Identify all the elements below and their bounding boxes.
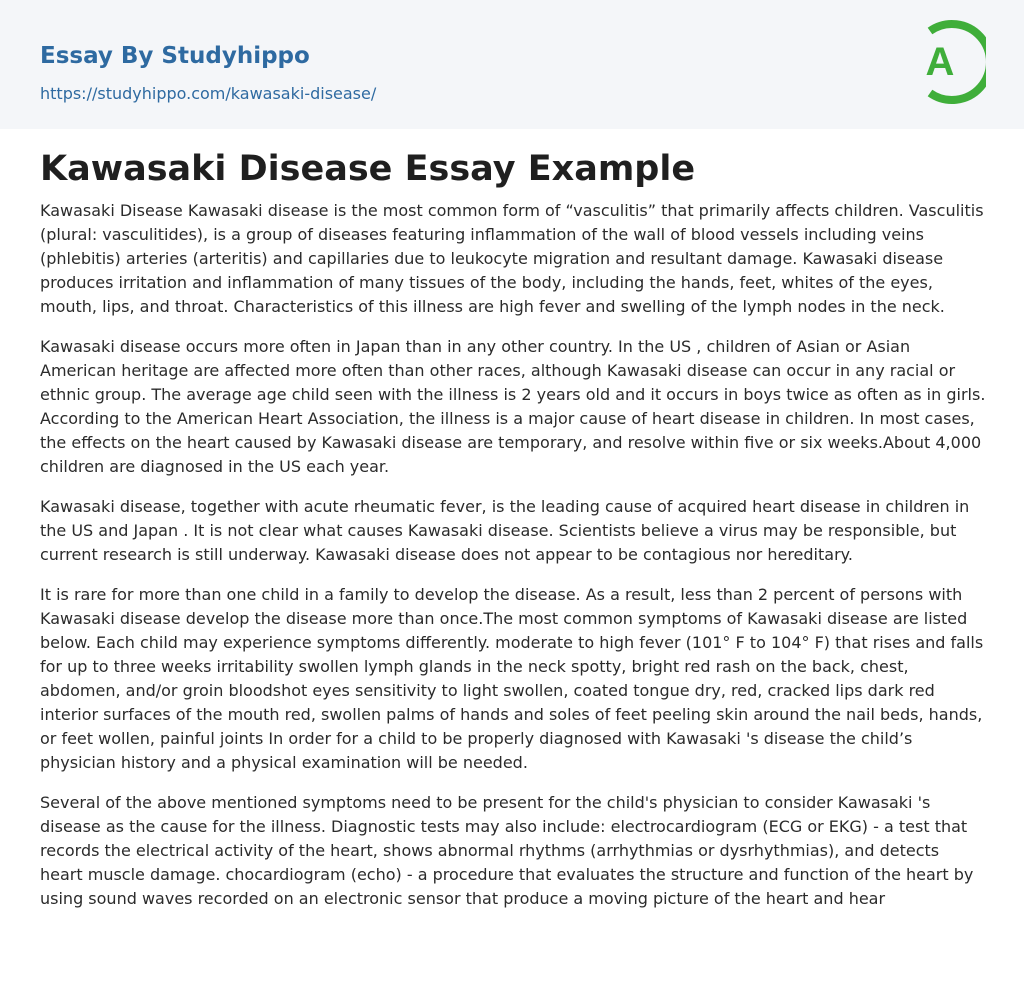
logo-letter: A [925, 40, 955, 84]
brand-title[interactable]: Essay By Studyhippo [40, 43, 310, 69]
article-paragraph-1: Kawasaki Disease Kawasaki disease is the most common form of “vasculitis” that primarily affects children. Vasculitis (plural: vasculitides), is a group of diseases featuring inflammation of the wall of blood vessels including veins (phlebitis) arteries (arteritis) and capillaries due to leukocyte migration and resultant damage. Kawasaki disease produces irritation and inflammation of many tissues of the body, including the hands, feet, whites of the eyes, mouth, lips, and throat. Characteristics of this illness are high fever and swelling of the lymph nodes in the neck. [40, 201, 984, 316]
article-paragraph-2: Kawasaki disease occurs more often in Japan than in any other country. In the US , children of Asian or Asian American heritage are affected more often than other races, although Kawasaki disease can occur in any racial or ethnic group. The average age child seen with the illness is 2 years old and it occurs in boys twice as often as in girls. According to the American Heart Association, the illness is a major cause of heart disease in children. In most cases, the effects on the heart caused by Kawasaki disease are temporary, and resolve within five or six weeks.About 4,000 children are diagnosed in the US each year. [40, 337, 986, 476]
article-paragraph-3: Kawasaki disease, together with acute rheumatic fever, is the leading cause of acquired heart disease in children in the US and Japan . It is not clear what causes Kawasaki disease. Scientists believe a virus may be responsible, but current research is still underway. Kawasaki disease does not appear to be contagious nor hereditary. [40, 497, 970, 564]
article [40, 129, 986, 927]
article-paragraph-4: It is rare for more than one child in a family to develop the disease. As a result, less than 2 percent of persons with Kawasaki disease develop the disease more than once.The most common symptoms of Kawasaki disease are listed below. Each child may experience symptoms differently. moderate to high fever (101° F to 104° F) that rises and falls for up to three weeks irritability swollen lymph glands in the neck spotty, bright red rash on the back, chest, abdomen, and/or groin bloodshot eyes sensitivity to light swollen, coated tongue dry, red, cracked lips dark red interior surfaces of the mouth red, swollen palms of hands and soles of feet peeling skin around the nail beds, hands, or feet wollen, painful joints In order for a child to be properly diagnosed with Kawasaki 's disease the child’s physician history and a physical examination will be needed. [40, 585, 984, 772]
article-paragraph-5: Several of the above mentioned symptoms need to be present for the child's physician to consider Kawasaki 's disease as the cause for the illness. Diagnostic tests may also include: electrocardiogram (ECG or EKG) - a test that records the electrical activity of the heart, shows abnormal rhythms (arrhythmias or dysrhythmias), and detects heart muscle damage. chocardiogram (echo) - a procedure that evaluates the structure and function of the heart by using sound waves recorded on an electronic sensor that produce a moving picture of the heart and hear [40, 793, 974, 908]
page-title: Kawasaki Disease Essay Example [40, 149, 696, 189]
site-header [0, 0, 1024, 129]
studyhippo-logo-icon[interactable] [912, 19, 986, 105]
source-url-link[interactable]: https://studyhippo.com/kawasaki-disease/ [40, 84, 377, 103]
